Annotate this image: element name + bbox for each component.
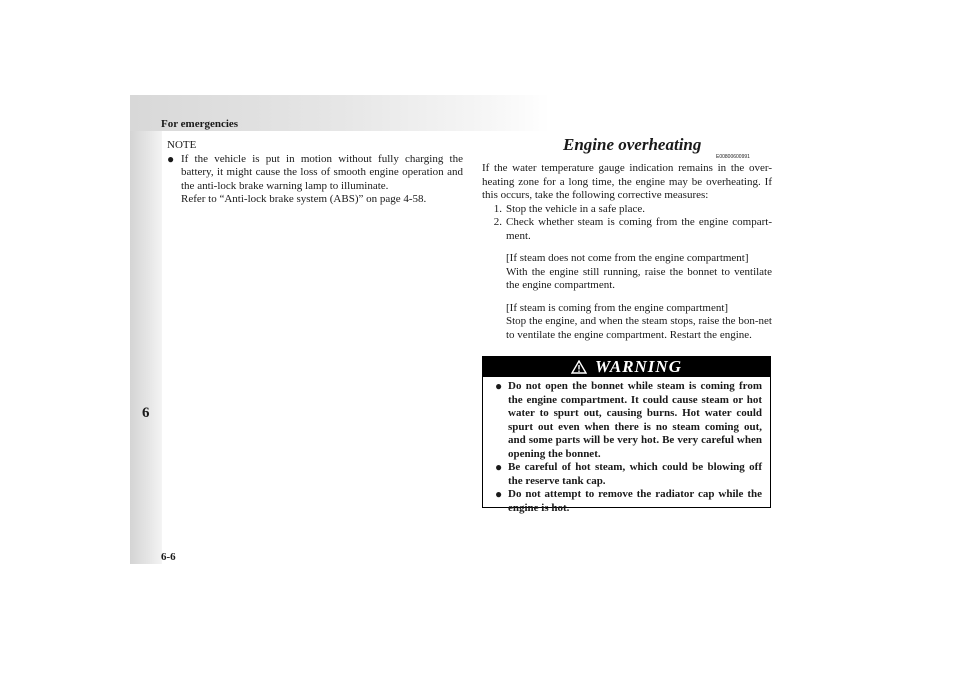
article-title: Engine overheating	[563, 135, 702, 154]
article-body	[482, 162, 772, 342]
condition-heading: [If steam does not come from the engine compartment]	[506, 252, 749, 264]
bullet-icon: ●	[167, 151, 175, 166]
section-title: For emergencies	[161, 118, 239, 130]
note-item	[167, 153, 463, 207]
bullet-icon: ●	[495, 379, 503, 393]
note-label: NOTE	[167, 139, 197, 151]
reference-code: E00800600991	[716, 154, 750, 160]
warning-item	[495, 380, 762, 461]
bullet-icon: ●	[495, 487, 503, 501]
warning-item	[495, 488, 762, 515]
step-number: 1.	[493, 202, 502, 215]
step-number: 2.	[493, 216, 502, 228]
condition-heading: [If steam is coming from the engine compartment]	[506, 301, 729, 314]
note-text: If the vehicle is put in motion without fully charging the battery, it might cause the loss of smooth engine operation and the anti-lock brake warning lamp to illuminate.	[181, 152, 463, 192]
intro-paragraph: If the water temperature gauge indication remains in the over-heating zone for a long time, the engine may be overheating. If this occurs, take the following corrective measures:	[482, 162, 772, 201]
step-item	[482, 203, 772, 217]
step-text: Stop the vehicle in a safe place.	[506, 202, 645, 215]
warning-item-text: Be careful of hot steam, which could be blowing off the reserve tank cap.	[508, 461, 762, 487]
warning-header	[483, 357, 770, 377]
warning-box	[482, 356, 771, 514]
condition-body: Stop the engine, and when the steam stops, raise the bon-net to ventilate the engine compartment. Restart the engine.	[506, 315, 772, 341]
chapter-number: 6	[142, 405, 150, 421]
chapter-tab	[130, 131, 162, 564]
bullet-icon: ●	[495, 460, 503, 474]
step-item	[482, 216, 772, 243]
note-reference: Refer to “Anti-lock brake system (ABS)” on page 4-58.	[181, 193, 427, 205]
warning-title: WARNING	[595, 357, 682, 376]
warning-item-text: Do not attempt to remove the radiator cap while the engine is hot.	[508, 488, 762, 514]
warning-list	[483, 377, 770, 515]
step-text: Check whether steam is coming from the engine compart-ment.	[506, 216, 772, 242]
warning-triangle-icon	[571, 360, 587, 374]
page-number: 6-6	[161, 551, 176, 563]
warning-item-text: Do not open the bonnet while steam is coming from the engine compartment. It could cause steam or hot water to spurt out, causing burns. Hot water could spurt out even when there is no steam coming out, and some parts will be very hot. Be very careful when opening the bonnet.	[508, 380, 762, 460]
warning-item	[495, 461, 762, 488]
condition-body: With the engine still running, raise the bonnet to ventilate the engine compartment.	[506, 265, 772, 291]
note-section	[167, 139, 463, 207]
